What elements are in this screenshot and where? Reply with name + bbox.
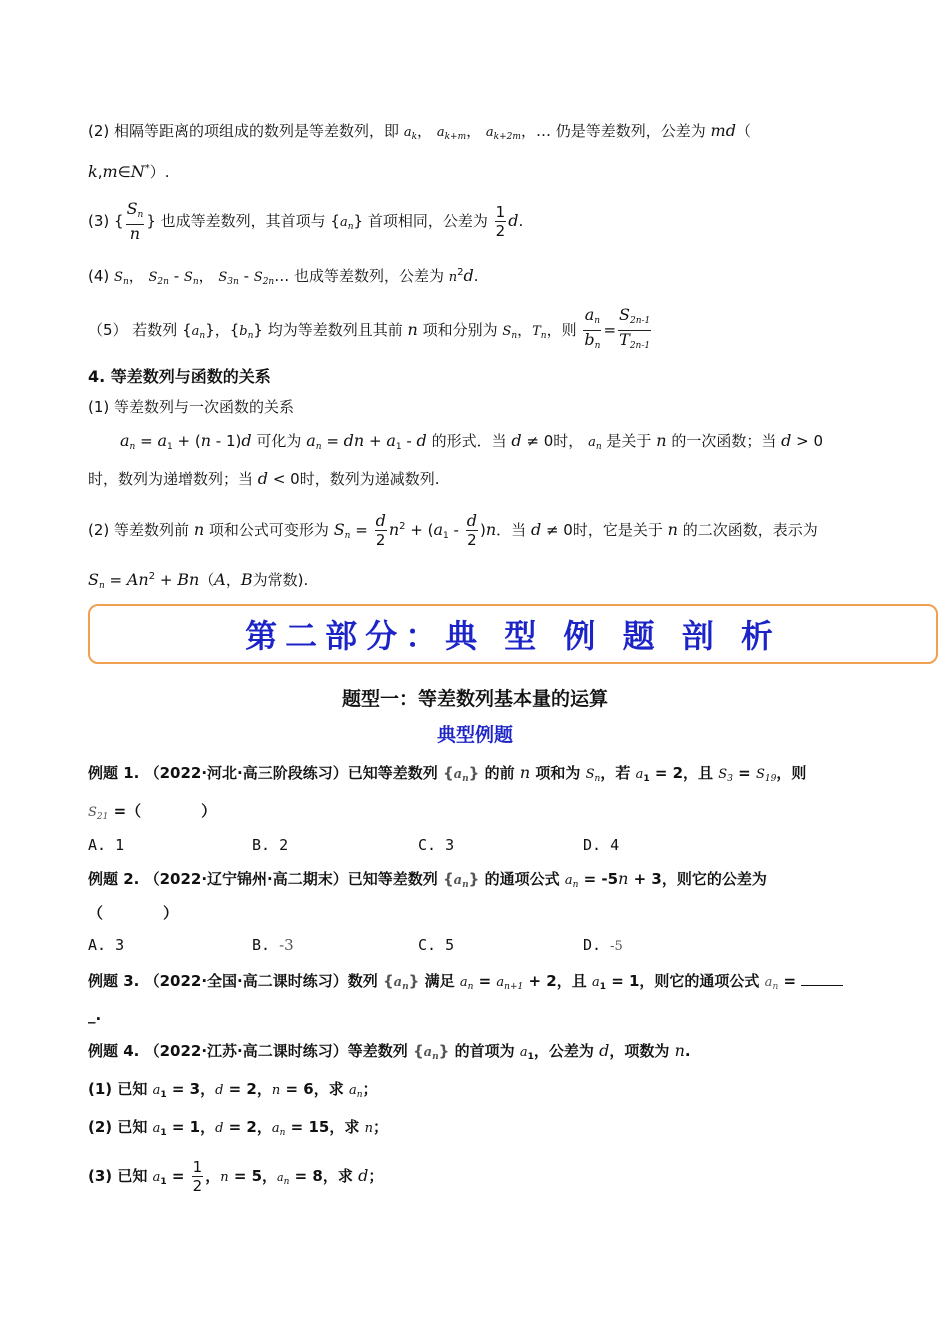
banner-title: 第二部分：典 型 例 题 剖 析 [245, 617, 781, 655]
property-2-line-1: (2) 相隔等距离的项组成的数列是等差数列，即 $a_k$， $a_{k+m}$， $a_{k+2m}$，… 仍是等差数列，公差为 md（ [88, 121, 751, 142]
example-1-option-d[interactable]: D. 4 [583, 836, 620, 854]
example-3-line-1: 例题 3. （2022·全国·高二课时练习）数列 $\{a_n\}$ 满足 $a_n = a_{n+1} + 2$，且 $a_1 = 1$，则它的通项公式 $a_n$ = [88, 970, 843, 998]
example-4-line-1: 例题 4. （2022·江苏·高二课时练习）等差数列 $\{a_n\}$ 的首项为 $a_1$，公差为 d，项数为 n. [88, 1041, 691, 1062]
example-1-option-a[interactable]: A. 1 [88, 836, 125, 854]
example-4-question-1: (1) 已知 $a_1 = 3$，d = 2，n = 6，求 $a_n$； [88, 1080, 378, 1100]
property-3: (3) { $\frac{S_n}{n}$ } 也成等差数列，其首项与 $\{a_n\}$ 首项相同，公差为 $\frac{1}{2}$ d. [88, 199, 524, 243]
example-2-option-b[interactable]: B. -3 [252, 936, 294, 954]
example-4-question-3: (3) 已知 $a_1$ = $\frac{1}{2}$ ，n = 5，$a_n = 8$，求 d； [88, 1158, 384, 1195]
example-2-option-d[interactable]: D. -5 [583, 936, 623, 954]
quadratic-relation-line-2: $S_n = An^2 + Bn(A$，B为常数). [88, 570, 309, 591]
section-4-title: 4. 等差数列与函数的关系 [88, 367, 271, 386]
example-2-option-c[interactable]: C. 5 [418, 936, 455, 954]
example-2-line-1: 例题 2. （2022·辽宁锦州·高二期末）已知等差数列 $\{a_n\}$ 的通项公式 $a_n = -5n + 3$，则它的公差为 [88, 869, 767, 890]
part-two-banner [88, 604, 938, 664]
example-1-line-1: 例题 1. （2022·河北·高三阶段练习）已知等差数列 $\{a_n\}$ 的前 n 项和为 $S_n$，若 $a_1 = 2$，且 $S_3 = S_{19}$，则 [88, 763, 807, 784]
quadratic-relation-line-1: (2) 等差数列前 n 项和公式可变形为 $S_n$ = $\frac{d}{2}$ $n^2 + (a_1$ - $\frac{d}{2}$ )n．当 d ≠ 0时，它是关于 n 的二次函数，表示为 [88, 511, 818, 549]
example-1-line-2: $S_{21}$ =（ ） [88, 802, 217, 822]
property-5: （5） 若数列 $\{a_n\}$，$\{b_n\}$ 均为等差数列且其前 n 项和分别为 $S_n$，$T_n$，则 $\frac{a_n}{b_n}$ = $\frac{S_{2n-1}}{T_{2n-1}}$ [88, 305, 651, 351]
example-4-question-2: (2) 已知 $a_1 = 1$，d = 2，$a_n = 15$，求 n； [88, 1118, 388, 1138]
type-one-title: 题型一：等差数列基本量的运算 [341, 688, 608, 710]
example-1-option-c[interactable]: C. 3 [418, 836, 455, 854]
section-4-sub-1: (1) 等差数列与一次函数的关系 [88, 398, 295, 416]
property-2-line-2: k,m∈N*）. [88, 162, 170, 181]
example-3-line-2: _. [88, 1006, 102, 1024]
linear-relation-line-1: $a_n = a_1 + (n - 1)d$ 可化为 $a_n$ = dn + $a_1$ - d 的形式．当 d ≠ 0时， $a_n$ 是关于 n 的一次函数；当 d > 0 [120, 431, 824, 452]
example-2-line-2: （ ） [88, 904, 179, 922]
example-1-option-b[interactable]: B. 2 [252, 836, 289, 854]
property-4: (4) $S_n$， $S_{2n} - S_n$， $S_{3n}$ - $S_{2n}\dots$ 也成等差数列，公差为 $n^2d$. [88, 266, 479, 287]
example-2-option-a[interactable]: A. 3 [88, 936, 125, 954]
linear-relation-line-2: 时，数列为递增数列；当 d < 0时，数列为递减数列. [88, 469, 440, 488]
examples-title: 典型例题 [436, 724, 513, 746]
